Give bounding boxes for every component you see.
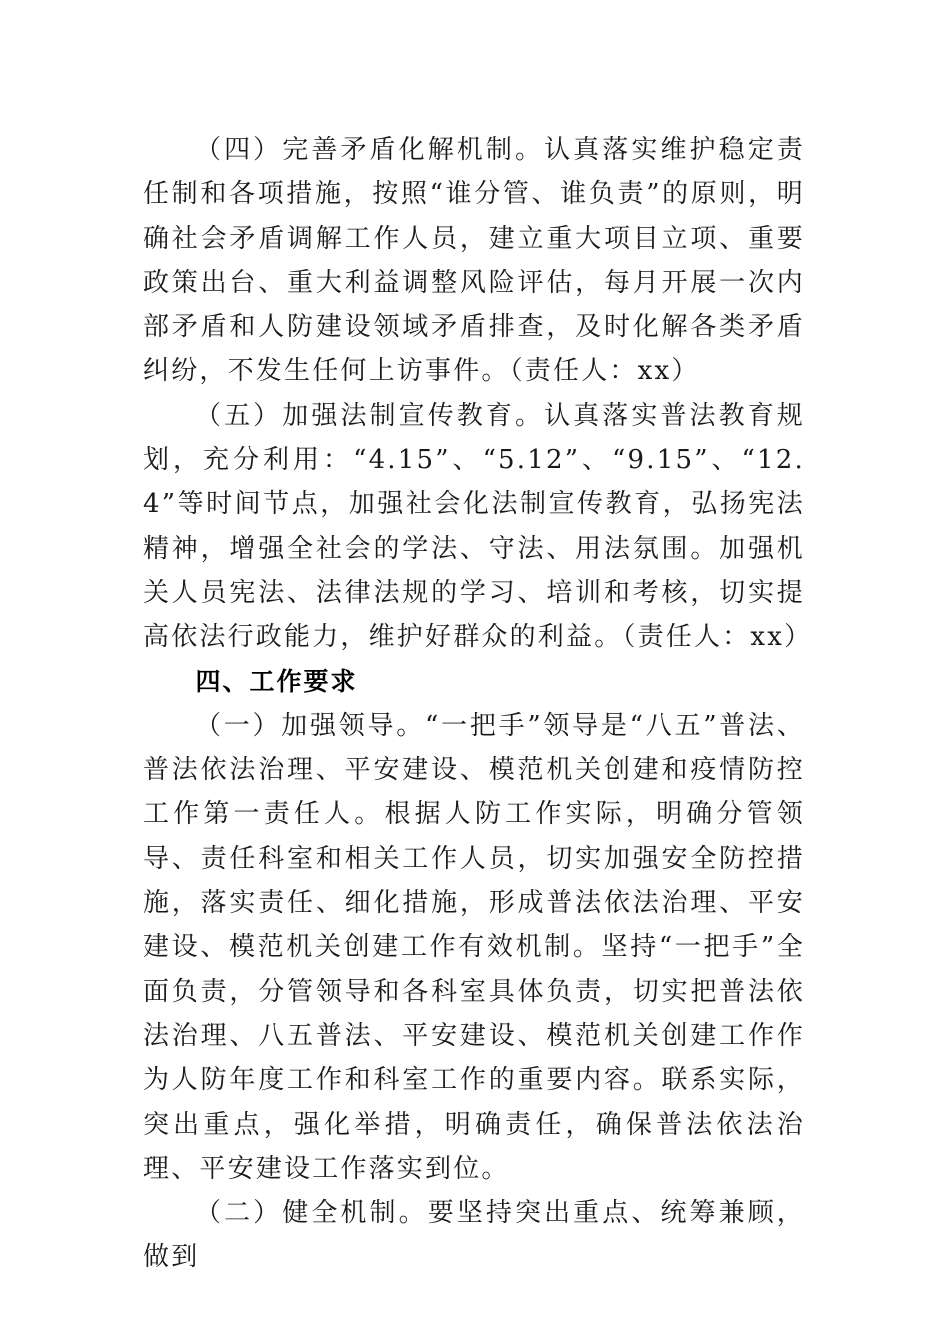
paragraph-legal-education: （五）加强法制宣传教育。认真落实普法教育规划，充分利用：“4.15”、“5.12”、“9.15”、“12.4”等时间节点，加强社会化法制宣传教育，弘扬宪法精神，增强全社会的学法、守法、用法氛围。加强机关人员宪法、法律法规的学习、培训和考核，切实提高依法行政能力，维护好群众的利益。（责任人：xx） (143, 400, 813, 653)
paragraph-improve-mechanism: （二）健全机制。要坚持突出重点、统筹兼顾，做到 (143, 1198, 805, 1273)
paragraph-strengthen-leadership: （一）加强领导。“一把手”领导是“八五”普法、普法依法治理、平安建设、模范机关创建和疫情防控工作第一责任人。根据人防工作实际，明确分管领导、责任科室和相关工作人员，切实加强安全防控措施，落实责任、细化措施，形成普法依法治理、平安建设、模范机关创建工作有效机制。坚持“一把手”全面负责，分管领导和各科室具体负责，切实把普法依法治理、八五普法、平安建设、模范机关创建工作作为人防年度工作和科室工作的重要内容。联系实际，突出重点，强化举措，明确责任，确保普法依法治理、平安建设工作落实到位。 (143, 710, 805, 1184)
paragraph-conflict-resolution: （四）完善矛盾化解机制。认真落实维护稳定责任制和各项措施，按照“谁分管、谁负责”的原则，明确社会矛盾调解工作人员，建立重大项目立项、重要政策出台、重大利益调整风险评估，每月开展一次内部矛盾和人防建设领域矛盾排查，及时化解各类矛盾纠纷，不发生任何上访事件。（责任人：xx） (143, 135, 805, 387)
document-body (143, 128, 813, 1280)
section-heading: 四、工作要求 (195, 666, 358, 696)
